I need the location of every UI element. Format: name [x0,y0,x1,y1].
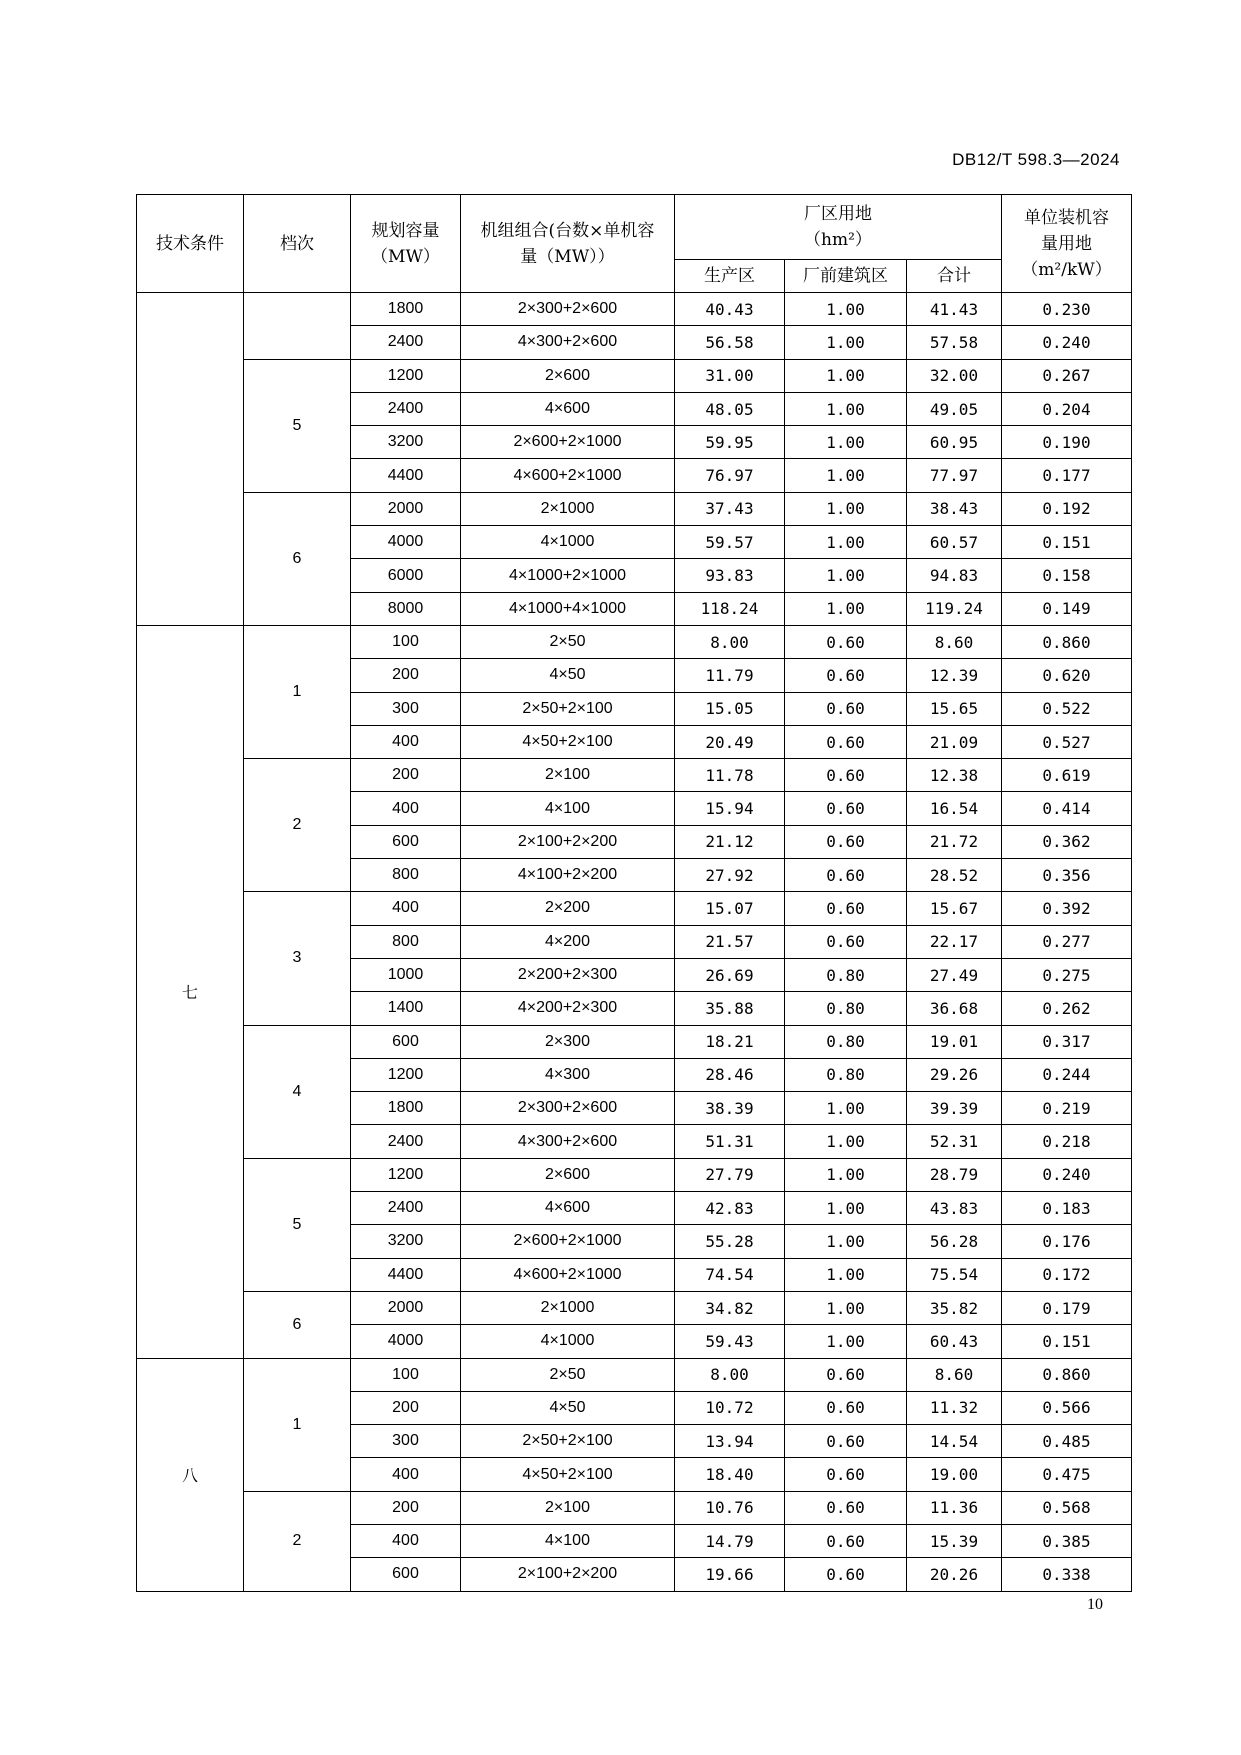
header-land-line1: 厂区用地 [804,204,872,224]
front-building-cell: 0.60 [785,1425,907,1458]
capacity-cell: 800 [351,925,461,958]
unit-land-cell: 0.179 [1002,1291,1132,1324]
total-cell: 27.49 [907,958,1002,991]
combination-cell: 2×300+2×600 [461,293,675,326]
production-area-cell: 21.12 [675,825,785,858]
capacity-cell: 400 [351,1524,461,1557]
front-building-cell: 1.00 [785,1192,907,1225]
front-building-cell: 1.00 [785,1258,907,1291]
capacity-cell: 1200 [351,359,461,392]
unit-land-cell: 0.190 [1002,426,1132,459]
table-row [137,1491,1132,1524]
production-area-cell: 18.40 [675,1458,785,1491]
front-building-cell: 0.60 [785,892,907,925]
front-building-cell: 0.60 [785,1558,907,1591]
unit-land-cell: 0.860 [1002,625,1132,658]
combination-cell: 2×300 [461,1025,675,1058]
combination-cell: 2×600+2×1000 [461,426,675,459]
total-cell: 57.58 [907,326,1002,359]
combination-cell: 4×100 [461,1524,675,1557]
total-cell: 52.31 [907,1125,1002,1158]
combination-cell: 2×100+2×200 [461,825,675,858]
capacity-cell: 2400 [351,1192,461,1225]
front-building-cell: 0.60 [785,659,907,692]
front-building-cell: 1.00 [785,392,907,425]
unit-land-cell: 0.240 [1002,1158,1132,1191]
capacity-cell: 2000 [351,492,461,525]
front-building-cell: 1.00 [785,1125,907,1158]
table-row [137,1358,1132,1391]
table-row [137,625,1132,658]
unit-land-cell: 0.356 [1002,859,1132,892]
grade-cell: 2 [244,759,351,892]
front-building-cell: 1.00 [785,293,907,326]
header-unit-combination [461,195,675,293]
total-cell: 28.79 [907,1158,1002,1191]
combination-cell: 4×300+2×600 [461,1125,675,1158]
production-area-cell: 76.97 [675,459,785,492]
front-building-cell: 0.60 [785,725,907,758]
table-row [137,1291,1132,1324]
front-building-cell: 1.00 [785,459,907,492]
capacity-cell: 600 [351,1025,461,1058]
condition-cell [137,293,244,626]
header-capacity-line1: 规划容量 [371,220,440,241]
combination-cell: 4×1000+2×1000 [461,559,675,592]
total-cell: 49.05 [907,392,1002,425]
production-area-cell: 13.94 [675,1425,785,1458]
front-building-cell: 0.80 [785,1025,907,1058]
table-row [137,892,1132,925]
unit-land-cell: 0.158 [1002,559,1132,592]
front-building-cell: 0.80 [785,1058,907,1091]
unit-land-cell: 0.277 [1002,925,1132,958]
unit-land-cell: 0.218 [1002,1125,1132,1158]
capacity-cell: 600 [351,825,461,858]
production-area-cell: 59.43 [675,1325,785,1358]
unit-land-cell: 0.338 [1002,1558,1132,1591]
production-area-cell: 11.79 [675,659,785,692]
front-building-cell: 0.60 [785,925,907,958]
unit-land-cell: 0.392 [1002,892,1132,925]
production-area-cell: 15.05 [675,692,785,725]
production-area-cell: 48.05 [675,392,785,425]
grade-cell: 4 [244,1025,351,1158]
table-row [137,492,1132,525]
front-building-cell: 0.60 [785,1491,907,1524]
header-unit-line2: 量用地 [1041,233,1092,254]
capacity-cell: 200 [351,659,461,692]
capacity-cell: 2000 [351,1291,461,1324]
unit-land-cell: 0.230 [1002,293,1132,326]
capacity-cell: 3200 [351,426,461,459]
unit-land-cell: 0.566 [1002,1391,1132,1424]
header-production-area: 生产区 [675,260,785,293]
header-plant-land [675,195,1002,260]
combination-cell: 4×50+2×100 [461,725,675,758]
total-cell: 94.83 [907,559,1002,592]
combination-cell: 2×50 [461,625,675,658]
combination-cell: 4×600 [461,392,675,425]
production-area-cell: 118.24 [675,592,785,625]
unit-land-cell: 0.192 [1002,492,1132,525]
capacity-cell: 200 [351,1491,461,1524]
combination-cell: 4×600 [461,1192,675,1225]
front-building-cell: 1.00 [785,426,907,459]
total-cell: 15.67 [907,892,1002,925]
total-cell: 29.26 [907,1058,1002,1091]
capacity-cell: 2400 [351,326,461,359]
combination-cell: 4×50 [461,1391,675,1424]
header-unit-line1: 单位装机容 [1024,207,1109,228]
front-building-cell: 0.60 [785,792,907,825]
unit-land-cell: 0.151 [1002,526,1132,559]
front-building-cell: 1.00 [785,526,907,559]
production-area-cell: 15.07 [675,892,785,925]
production-area-cell: 8.00 [675,625,785,658]
total-cell: 19.00 [907,1458,1002,1491]
total-cell: 21.72 [907,825,1002,858]
combination-cell: 2×600 [461,359,675,392]
capacity-cell: 1400 [351,992,461,1025]
front-building-cell: 1.00 [785,559,907,592]
table-row [137,359,1132,392]
production-area-cell: 38.39 [675,1092,785,1125]
production-area-cell: 31.00 [675,359,785,392]
front-building-cell: 1.00 [785,359,907,392]
capacity-cell: 1200 [351,1158,461,1191]
capacity-cell: 200 [351,759,461,792]
production-area-cell: 35.88 [675,992,785,1025]
front-building-cell: 1.00 [785,1092,907,1125]
table-row [137,1025,1132,1058]
land-use-table [136,194,1132,1592]
unit-land-cell: 0.527 [1002,725,1132,758]
capacity-cell: 8000 [351,592,461,625]
production-area-cell: 34.82 [675,1291,785,1324]
front-building-cell: 1.00 [785,1225,907,1258]
production-area-cell: 19.66 [675,1558,785,1591]
capacity-cell: 3200 [351,1225,461,1258]
front-building-cell: 1.00 [785,1158,907,1191]
production-area-cell: 8.00 [675,1358,785,1391]
header-unit-land [1002,195,1132,293]
combination-cell: 4×600+2×1000 [461,459,675,492]
capacity-cell: 1000 [351,958,461,991]
unit-land-cell: 0.414 [1002,792,1132,825]
grade-cell: 1 [244,1358,351,1491]
production-area-cell: 14.79 [675,1524,785,1557]
unit-land-cell: 0.267 [1002,359,1132,392]
total-cell: 12.38 [907,759,1002,792]
header-land-line2: （hm²） [804,230,872,250]
table-header [137,195,1132,293]
capacity-cell: 1800 [351,293,461,326]
total-cell: 19.01 [907,1025,1002,1058]
capacity-cell: 1200 [351,1058,461,1091]
header-grade: 档次 [244,195,351,293]
production-area-cell: 15.94 [675,792,785,825]
total-cell: 35.82 [907,1291,1002,1324]
combination-cell: 4×1000+4×1000 [461,592,675,625]
combination-cell: 2×200 [461,892,675,925]
unit-land-cell: 0.240 [1002,326,1132,359]
capacity-cell: 400 [351,892,461,925]
front-building-cell: 0.60 [785,692,907,725]
total-cell: 119.24 [907,592,1002,625]
combination-cell: 4×200+2×300 [461,992,675,1025]
combination-cell: 4×300 [461,1058,675,1091]
capacity-cell: 4400 [351,1258,461,1291]
grade-cell: 1 [244,625,351,758]
table-row [137,1158,1132,1191]
unit-land-cell: 0.262 [1002,992,1132,1025]
production-area-cell: 37.43 [675,492,785,525]
combination-cell: 2×100+2×200 [461,1558,675,1591]
total-cell: 28.52 [907,859,1002,892]
combination-cell: 2×600 [461,1158,675,1191]
total-cell: 11.32 [907,1391,1002,1424]
unit-land-cell: 0.149 [1002,592,1132,625]
condition-cell: 八 [137,1358,244,1591]
total-cell: 14.54 [907,1425,1002,1458]
total-cell: 43.83 [907,1192,1002,1225]
capacity-cell: 4000 [351,526,461,559]
front-building-cell: 0.60 [785,859,907,892]
production-area-cell: 10.72 [675,1391,785,1424]
grade-cell: 2 [244,1491,351,1591]
capacity-cell: 4000 [351,1325,461,1358]
unit-land-cell: 0.204 [1002,392,1132,425]
header-combo-line1: 机组组合(台数×单机容 [480,220,655,241]
unit-land-cell: 0.172 [1002,1258,1132,1291]
production-area-cell: 55.28 [675,1225,785,1258]
combination-cell: 4×1000 [461,1325,675,1358]
header-capacity-line2: （MW） [371,246,440,267]
front-building-cell: 0.60 [785,1358,907,1391]
front-building-cell: 1.00 [785,492,907,525]
total-cell: 15.65 [907,692,1002,725]
front-building-cell: 0.60 [785,1458,907,1491]
front-building-cell: 0.60 [785,759,907,792]
total-cell: 32.00 [907,359,1002,392]
capacity-cell: 400 [351,792,461,825]
total-cell: 11.36 [907,1491,1002,1524]
total-cell: 8.60 [907,1358,1002,1391]
capacity-cell: 2400 [351,392,461,425]
front-building-cell: 0.60 [785,625,907,658]
combination-cell: 2×1000 [461,1291,675,1324]
combination-cell: 4×600+2×1000 [461,1258,675,1291]
capacity-cell: 2400 [351,1125,461,1158]
combination-cell: 4×200 [461,925,675,958]
unit-land-cell: 0.860 [1002,1358,1132,1391]
front-building-cell: 0.60 [785,825,907,858]
front-building-cell: 0.80 [785,958,907,991]
combination-cell: 4×1000 [461,526,675,559]
header-capacity [351,195,461,293]
combination-cell: 2×1000 [461,492,675,525]
capacity-cell: 100 [351,1358,461,1391]
combination-cell: 4×300+2×600 [461,326,675,359]
grade-cell: 6 [244,1291,351,1358]
total-cell: 60.57 [907,526,1002,559]
unit-land-cell: 0.244 [1002,1058,1132,1091]
total-cell: 36.68 [907,992,1002,1025]
capacity-cell: 800 [351,859,461,892]
production-area-cell: 42.83 [675,1192,785,1225]
capacity-cell: 1800 [351,1092,461,1125]
total-cell: 41.43 [907,293,1002,326]
production-area-cell: 26.69 [675,958,785,991]
front-building-cell: 1.00 [785,592,907,625]
unit-land-cell: 0.475 [1002,1458,1132,1491]
condition-cell: 七 [137,625,244,1358]
unit-land-cell: 0.620 [1002,659,1132,692]
total-cell: 77.97 [907,459,1002,492]
header-unit-line3: （m²/kW） [1021,259,1112,280]
total-cell: 39.39 [907,1092,1002,1125]
grade-cell [244,293,351,360]
production-area-cell: 51.31 [675,1125,785,1158]
front-building-cell: 1.00 [785,326,907,359]
header-condition: 技术条件 [137,195,244,293]
total-cell: 16.54 [907,792,1002,825]
combination-cell: 2×50 [461,1358,675,1391]
grade-cell: 5 [244,359,351,492]
grade-cell: 3 [244,892,351,1025]
total-cell: 12.39 [907,659,1002,692]
combination-cell: 2×100 [461,1491,675,1524]
header-combo-line2: 量（MW）） [520,246,615,267]
production-area-cell: 56.58 [675,326,785,359]
production-area-cell: 18.21 [675,1025,785,1058]
capacity-cell: 4400 [351,459,461,492]
production-area-cell: 27.92 [675,859,785,892]
total-cell: 8.60 [907,625,1002,658]
production-area-cell: 20.49 [675,725,785,758]
total-cell: 60.43 [907,1325,1002,1358]
combination-cell: 2×100 [461,759,675,792]
total-cell: 15.39 [907,1524,1002,1557]
unit-land-cell: 0.275 [1002,958,1132,991]
grade-cell: 5 [244,1158,351,1291]
capacity-cell: 400 [351,1458,461,1491]
unit-land-cell: 0.522 [1002,692,1132,725]
production-area-cell: 10.76 [675,1491,785,1524]
unit-land-cell: 0.568 [1002,1491,1132,1524]
combination-cell: 2×300+2×600 [461,1092,675,1125]
front-building-cell: 0.60 [785,1391,907,1424]
combination-cell: 4×50 [461,659,675,692]
table-body [137,293,1132,1592]
table-row [137,759,1132,792]
front-building-cell: 1.00 [785,1325,907,1358]
unit-land-cell: 0.183 [1002,1192,1132,1225]
capacity-cell: 6000 [351,559,461,592]
production-area-cell: 11.78 [675,759,785,792]
unit-land-cell: 0.485 [1002,1425,1132,1458]
total-cell: 22.17 [907,925,1002,958]
capacity-cell: 100 [351,625,461,658]
combination-cell: 2×600+2×1000 [461,1225,675,1258]
combination-cell: 2×200+2×300 [461,958,675,991]
total-cell: 21.09 [907,725,1002,758]
production-area-cell: 21.57 [675,925,785,958]
document-code: DB12/T 598.3—2024 [952,150,1120,169]
front-building-cell: 0.80 [785,992,907,1025]
production-area-cell: 27.79 [675,1158,785,1191]
unit-land-cell: 0.219 [1002,1092,1132,1125]
capacity-cell: 300 [351,1425,461,1458]
production-area-cell: 59.57 [675,526,785,559]
combination-cell: 4×100 [461,792,675,825]
unit-land-cell: 0.317 [1002,1025,1132,1058]
grade-cell: 6 [244,492,351,625]
combination-cell: 2×50+2×100 [461,1425,675,1458]
capacity-cell: 400 [351,725,461,758]
production-area-cell: 59.95 [675,426,785,459]
capacity-cell: 200 [351,1391,461,1424]
production-area-cell: 93.83 [675,559,785,592]
unit-land-cell: 0.362 [1002,825,1132,858]
table-row [137,293,1132,326]
combination-cell: 4×50+2×100 [461,1458,675,1491]
front-building-cell: 1.00 [785,1291,907,1324]
header-total: 合计 [907,260,1002,293]
unit-land-cell: 0.176 [1002,1225,1132,1258]
unit-land-cell: 0.385 [1002,1524,1132,1557]
front-building-cell: 0.60 [785,1524,907,1557]
combination-cell: 4×100+2×200 [461,859,675,892]
total-cell: 20.26 [907,1558,1002,1591]
unit-land-cell: 0.619 [1002,759,1132,792]
capacity-cell: 300 [351,692,461,725]
header-front-building-area: 厂前建筑区 [785,260,907,293]
combination-cell: 2×50+2×100 [461,692,675,725]
total-cell: 56.28 [907,1225,1002,1258]
production-area-cell: 40.43 [675,293,785,326]
total-cell: 75.54 [907,1258,1002,1291]
production-area-cell: 28.46 [675,1058,785,1091]
production-area-cell: 74.54 [675,1258,785,1291]
unit-land-cell: 0.177 [1002,459,1132,492]
unit-land-cell: 0.151 [1002,1325,1132,1358]
total-cell: 60.95 [907,426,1002,459]
page-number: 10 [1087,1596,1103,1613]
capacity-cell: 600 [351,1558,461,1591]
total-cell: 38.43 [907,492,1002,525]
